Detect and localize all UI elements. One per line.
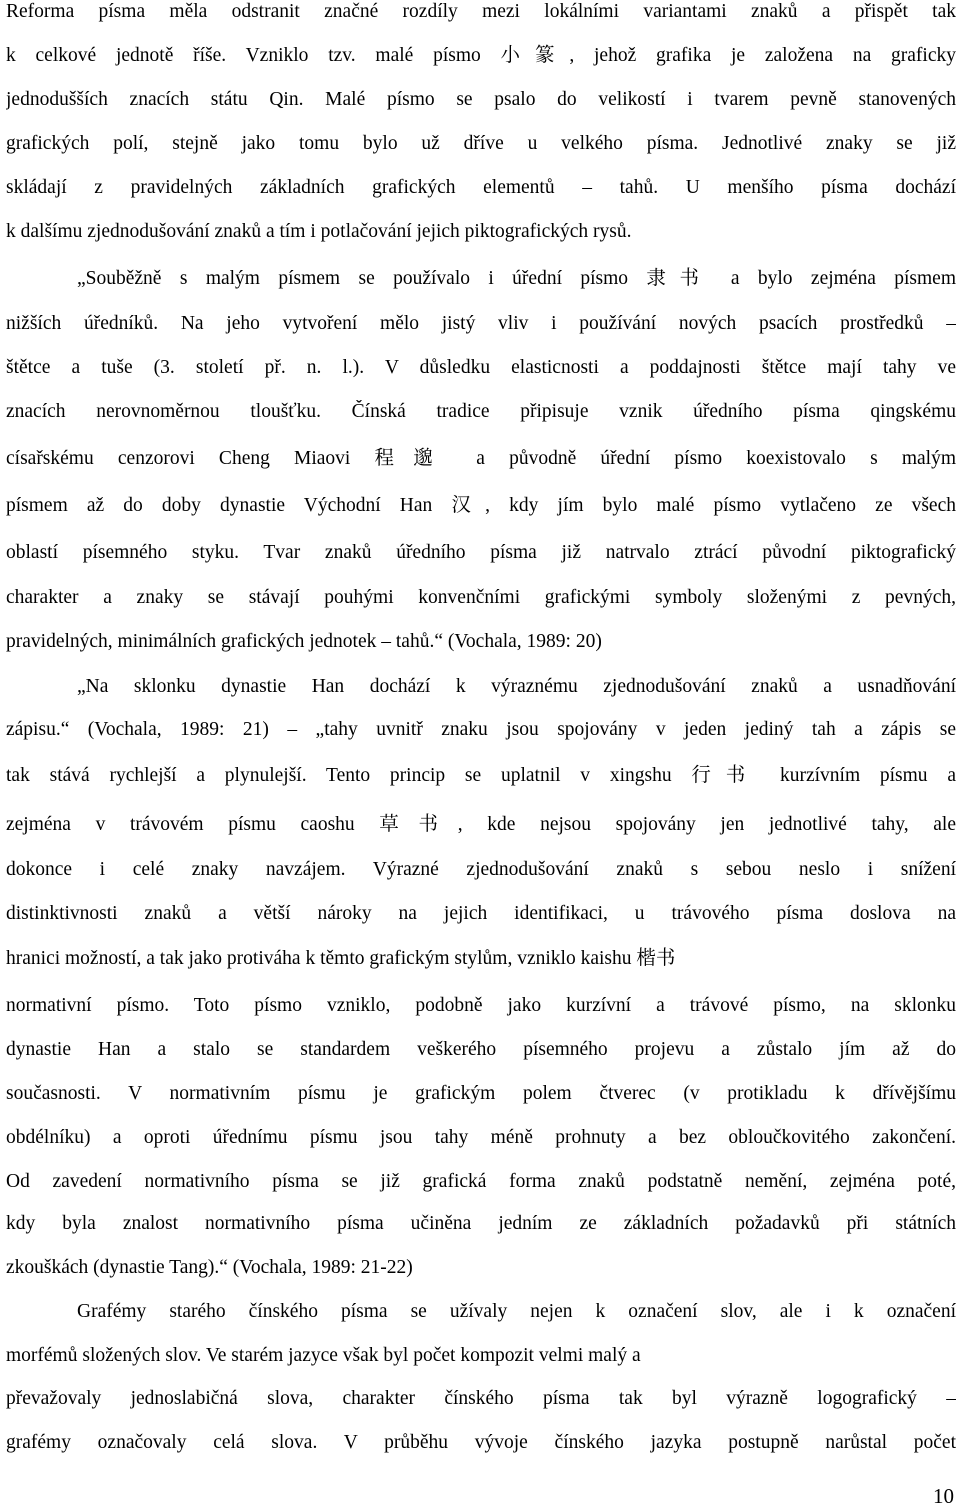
text-line: dokonce i celé znaky navzájem. Výrazné zjednodušování znaků s sebou neslo i snížení [6,859,956,880]
text-line: k celkové jednotě říše. Vzniklo tzv. malé písmo 小篆, jehož grafika je založena na graficky [6,45,956,66]
page-number: 10 [933,1484,954,1508]
text-line: kdy byla znalost normativního písma učiněna jedním ze základních požadavků při státních [6,1213,956,1234]
text-line: dynastie Han a stalo se standardem veškerého písemného projevu a zůstalo jím až do [6,1039,956,1060]
text-line: grafémy označovaly celá slova. V průběhu vývoje čínského jazyka postupně narůstal počet [6,1432,956,1453]
text-line: grafických polí, stejně jako tomu bylo už dříve u velkého písma. Jednotlivé znaky se již [6,133,956,154]
text-line: znacích nerovnoměrnou tloušťku. Čínská tradice připisuje vznik úředního písma qingskému [6,401,956,422]
text-line: tak stává rychlejší a plynulejší. Tento princip se uplatnil v xingshu 行书 kurzívním písmu a [6,765,956,786]
text-line: distinktivnosti znaků a větší nároky na jejich identifikaci, u trávového písma doslova na [6,903,956,924]
quote-line: „Na sklonku dynastie Han dochází k výraznému zjednodušování znaků a usnadňování [77,676,956,697]
quote-line: „Souběžně s malým písmem se používalo i úřední písmo 隶书 a bylo zejména písmem [77,268,956,289]
text-line: hranici možností, a tak jako protiváha k těmto grafickým stylům, vzniklo kaishu 楷书 [6,948,676,969]
text-line: převažovaly jednoslabičná slova, charakter čínského písma tak byl výrazně logografický – [6,1388,956,1409]
text-line: pravidelných, minimálních grafických jednotek – tahů.“ (Vochala, 1989: 20) [6,631,602,652]
text-line: zápisu.“ (Vochala, 1989: 21) – „tahy uvnitř znaku jsou spojovány v jeden jediný tah a zápis se [6,719,956,740]
paragraph-first-line: Grafémy starého čínského písma se užívaly nejen k označení slov, ale i k označení [77,1301,956,1322]
text-line: skládají z pravidelných základních grafických elementů – tahů. U menšího písma dochází [6,177,956,198]
text-line: písmem až do doby dynastie Východní Han 汉, kdy jím bylo malé písmo vytlačeno ze všech [6,495,956,516]
text-line: morfémů složených slov. Ve starém jazyce však byl počet kompozit velmi malý a [6,1345,641,1366]
text-line: císařskému cenzorovi Cheng Miaovi 程邈 a původně úřední písmo koexistovalo s malým [6,448,956,469]
text-line: současnosti. V normativním písmu je grafickým polem čtverec (v protikladu k dřívějšímu [6,1083,956,1104]
text-line: k dalšímu zjednodušování znaků a tím i potlačování jejich piktografických rysů. [6,221,632,242]
text-line: Od zavedení normativního písma se již grafická forma znaků podstatně nemění, zejména poté, [6,1171,956,1192]
text-line: obdélníku) a oproti úřednímu písmu jsou tahy méně prohnuty a bez obloučkovitého zakončení. [6,1127,956,1148]
text-line: oblastí písemného styku. Tvar znaků úředního písma již natrvalo ztrácí původní piktografický [6,542,956,563]
text-line: charakter a znaky se stávají pouhými konvenčními grafickými symboly složenými z pevných, [6,587,956,608]
text-line: nižších úředníků. Na jeho vytvoření mělo jistý vliv i používání nových psacích prostředků – [6,313,956,334]
text-line: jednodušších znacích státu Qin. Malé písmo se psalo do velikostí i tvarem pevně stanovených [6,89,956,110]
text-line: Reforma písma měla odstranit značné rozdíly mezi lokálními variantami znaků a přispět tak [6,1,956,22]
text-line: normativní písmo. Toto písmo vzniklo, podobně jako kurzívní a trávové písmo, na sklonku [6,995,956,1016]
text-line: zkouškách (dynastie Tang).“ (Vochala, 1989: 21-22) [6,1257,413,1278]
text-line: zejména v trávovém písmu caoshu 草书, kde nejsou spojovány jen jednotlivé tahy, ale [6,814,956,835]
text-line: štětce a tuše (3. století př. n. l.). V důsledku elasticnosti a poddajnosti štětce mají tahy ve [6,357,956,378]
